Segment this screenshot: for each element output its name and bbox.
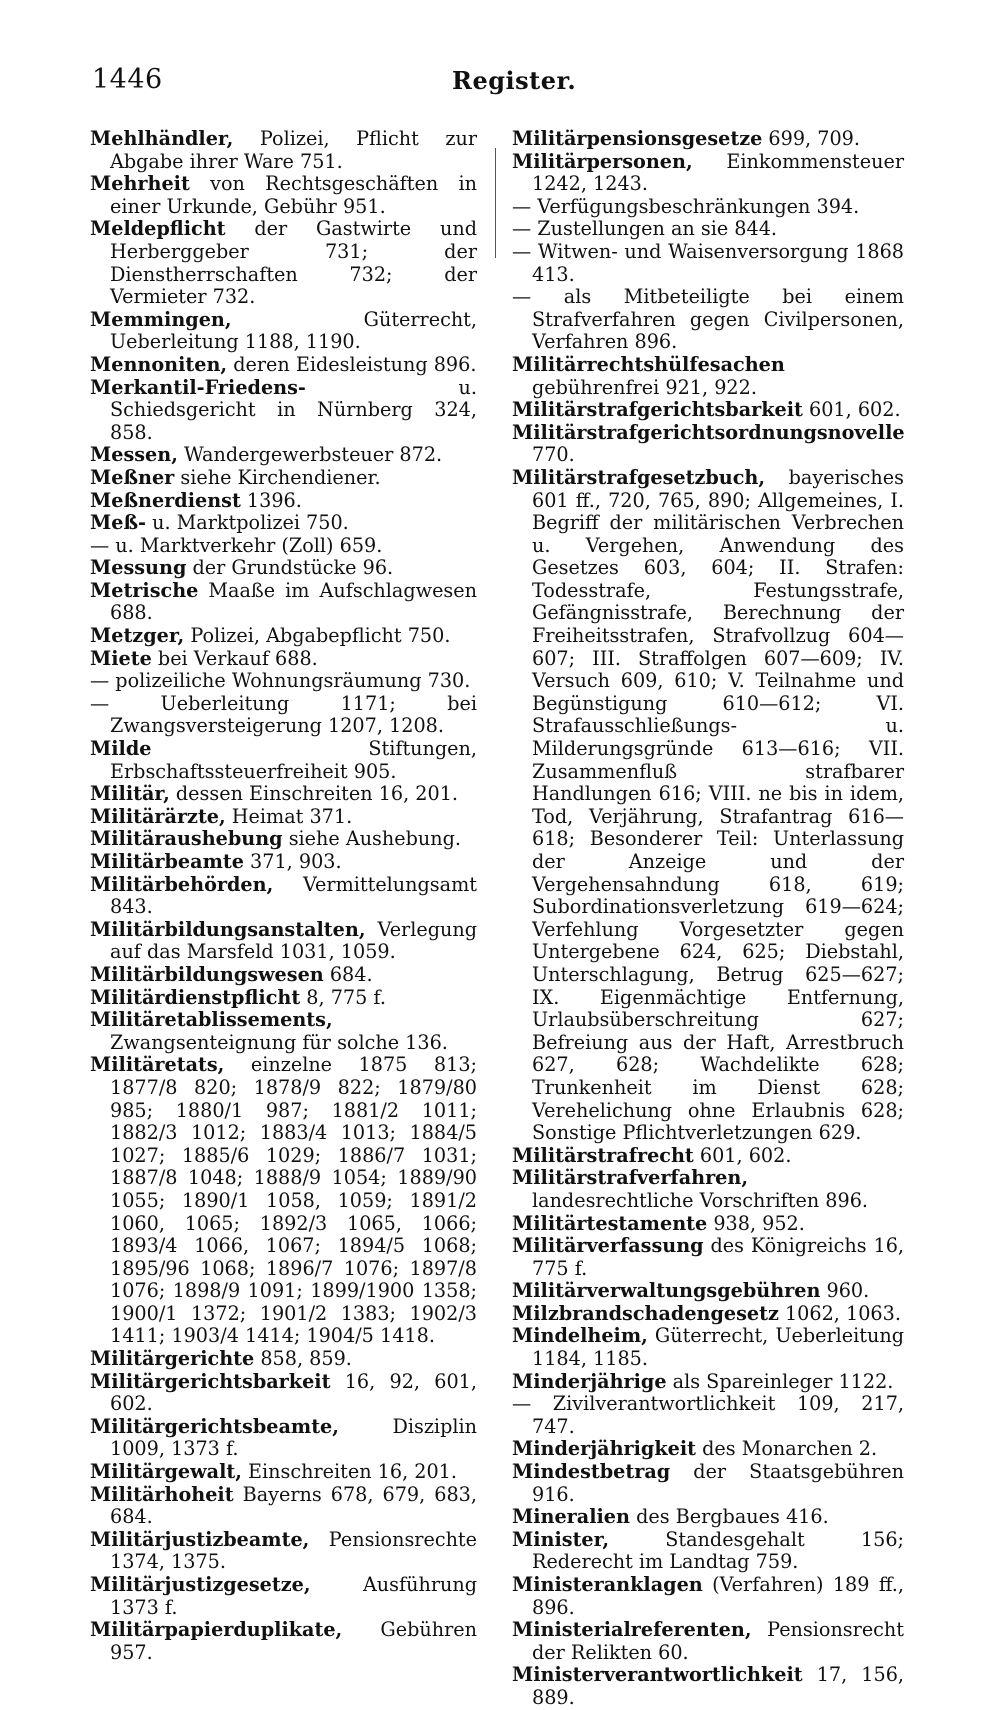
- entry-text: dessen Einschreiten 16, 201.: [169, 782, 459, 806]
- entry-text: 601, 602.: [802, 398, 901, 422]
- entry-text: — Ueberleitung 1171; bei Zwangsversteigerung 1207, 1208.: [90, 691, 477, 738]
- entry-text: 17, 156, 889.: [532, 1663, 904, 1709]
- index-entry: [512, 1664, 904, 1709]
- entry-text: als Spareinleger 1122.: [666, 1369, 894, 1393]
- entry-headword: Metrische: [90, 578, 199, 602]
- entry-headword: Mindelheim,: [512, 1324, 648, 1348]
- entry-text: deren Eidesleistung 896.: [227, 352, 477, 376]
- entry-headword: Messen,: [90, 443, 178, 467]
- entry-headword: Milzbrandschadengesetz: [512, 1301, 779, 1325]
- index-entry: [512, 1506, 904, 1529]
- entry-headword: Merkantil-Friedens-: [90, 375, 306, 399]
- entry-text: Heimat 371.: [225, 804, 353, 828]
- entry-text: bayerisches 601 ff., 720, 765, 890; Allgemeines, I. Begriff der militärischen Verbrechen u. Vergehen, Anwendung des Gesetzes 603, 604; II. Strafen: Todesstrafe, Festungsstrafe, Gefängnisstrafe, Berechnung der Freiheitsstrafen, Strafvollzug 604—607; III. Straffolgen 607—609; IV. Versuch 609, 610; V. Teilnahme und Begünstigung 610—612; VI. Strafausschließungs- u. Milderungsgründe 613—616; VII. Zusammenfluß strafbarer Handlungen 616; VIII. ne bis in idem, Tod, Verjährung, Strafantrag 616—618; Besonderer Teil: Unterlassung der Anzeige und der Vergehensahndung 618, 619; Subordinationsverletzung 619—624; Verfehlung Vorgesetzter gegen Untergebene 624, 625; Diebstahl, Unterschlagung, Betrug 625—627; IX. Eigenmächtige Entfernung, Urlaubsüberschreitung 627; Befreiung aus der Haft, Arrestbruch 627, 628; Wachdelikte 628; Trunkenheit im Dienst 628; Verehelichung ohne Erlaubnis 628; Sonstige Pflichtverletzungen 629.: [532, 465, 904, 1145]
- entry-text: des Bergbaues 416.: [629, 1505, 829, 1529]
- entry-headword: Milde: [90, 737, 152, 761]
- index-entry: [90, 1348, 477, 1371]
- entry-text: Standesgehalt 156; Rederecht im Landtag 759.: [532, 1527, 904, 1574]
- entry-text: (Verfahren) 189 ff., 896.: [532, 1573, 904, 1619]
- entry-headword: Militär,: [90, 782, 170, 806]
- index-entry: [90, 806, 477, 829]
- entry-headword: Messung: [90, 556, 187, 580]
- index-entry: [512, 1280, 904, 1303]
- entry-text: des Königreichs 16, 775 f.: [532, 1234, 904, 1280]
- entry-text: — Zivilverantwortlichkeit 109, 217, 747.: [512, 1392, 904, 1438]
- index-entry: [512, 151, 904, 196]
- index-entry: [90, 557, 477, 580]
- entry-headword: Militärstrafgerichtsordnungsnovelle: [512, 420, 905, 444]
- entry-headword: Mineralien: [512, 1505, 630, 1529]
- index-entry: [90, 1461, 477, 1484]
- index-entry: [90, 467, 477, 490]
- entry-headword: Militärgerichte: [90, 1347, 255, 1371]
- entry-headword: Militärgewalt,: [90, 1460, 242, 1484]
- index-entry: [90, 1009, 477, 1054]
- entry-text: bei Verkauf 688.: [151, 646, 318, 670]
- page-number: 1446: [92, 64, 163, 95]
- index-entry: [90, 1416, 477, 1461]
- entry-headword: Militärbildungsanstalten,: [90, 917, 366, 941]
- index-entry: [90, 1529, 477, 1574]
- entry-text: 858, 859.: [254, 1347, 352, 1371]
- entry-headword: Minderjährige: [512, 1369, 667, 1393]
- index-entry: [512, 1167, 904, 1212]
- entry-text: Vermittelungsamt 843.: [110, 872, 477, 919]
- entry-text: Wandergewerbsteuer 872.: [177, 443, 443, 467]
- entry-headword: Meßnerdienst: [90, 488, 241, 512]
- entry-text: 601, 602.: [693, 1143, 792, 1167]
- entry-text: Ausführung 1373 f.: [110, 1573, 477, 1619]
- entry-text: siehe Kirchendiener.: [174, 465, 381, 489]
- index-entry: [90, 625, 477, 648]
- entry-headword: Militärbildungswesen: [90, 962, 324, 986]
- entry-text: der Grundstücke 96.: [186, 556, 394, 580]
- entry-headword: Minderjährigkeit: [512, 1437, 697, 1461]
- entry-text: der Gastwirte und Herberggeber 731; der Dienstherrschaften 732; der Vermieter 732.: [110, 217, 477, 309]
- entry-text: Disziplin 1009, 1373 f.: [110, 1414, 477, 1461]
- index-entry: [90, 851, 477, 874]
- index-entry: [90, 218, 477, 308]
- entry-text: 371, 903.: [243, 850, 342, 873]
- index-entry: [90, 738, 477, 783]
- entry-headword: Meß-: [90, 511, 146, 535]
- index-entry: [90, 874, 477, 919]
- entry-headword: Ministerverantwortlichkeit: [512, 1663, 803, 1687]
- entry-headword: Meßner: [90, 465, 175, 489]
- entry-text: Polizei, Abgabepflicht 750.: [184, 624, 451, 648]
- index-entry: [512, 1303, 904, 1326]
- index-entry: [512, 399, 904, 422]
- index-entry: [512, 241, 904, 286]
- entry-headword: Militärverwaltungsgebühren: [512, 1279, 821, 1303]
- entry-headword: Militärärzte,: [90, 804, 226, 828]
- entry-text: — Verfügungsbeschränkungen 394.: [512, 194, 860, 218]
- index-entry: [90, 1484, 477, 1529]
- entry-headword: Ministeranklagen: [512, 1573, 703, 1596]
- entry-text: Pensionsrecht der Relikten 60.: [532, 1618, 904, 1664]
- entry-headword: Militärstrafgesetzbuch,: [512, 465, 766, 489]
- entry-text: Verlegung auf das Marsfeld 1031, 1059.: [110, 917, 477, 964]
- entry-headword: Militäretablissements,: [90, 1008, 333, 1032]
- entry-text: landesrechtliche Vorschriften 896.: [532, 1188, 869, 1212]
- entry-text: Güterrecht, Ueberleitung 1184, 1185.: [532, 1324, 904, 1371]
- index-entry: [512, 286, 904, 354]
- entry-text: Einschreiten 16, 201.: [241, 1460, 457, 1484]
- index-entry: [90, 648, 477, 671]
- index-entry: [90, 1574, 477, 1619]
- entry-headword: Militärpersonen,: [512, 149, 693, 173]
- entry-text: Einkommensteuer 1242, 1243.: [532, 149, 904, 196]
- entry-text: u. Marktpolizei 750.: [146, 511, 349, 535]
- entry-headword: Mennoniten,: [90, 352, 228, 376]
- entry-headword: Militäretats,: [90, 1053, 225, 1077]
- entry-text: einzelne 1875 813; 1877/8 820; 1878/9 822; 1879/80 985; 1880/1 987; 1881/2 1011; 1882/3 1012; 1883/4 1013; 1884/5 1027; 1885/6 1029; 1886/7 1031; 1887/8 1048; 1888/9 1054; 1889/90 1055; 1890/1 1058, 1059; 1891/2 1060, 1065; 1892/3 1065, 1066; 1893/4 1066, 1067; 1894/5 1068; 1895/96 1068; 1896/7 1076; 1897/8 1076; 1898/9 1091; 1899/1900 1358; 1900/1 1372; 1901/2 1383; 1902/3 1411; 1903/4 1414; 1904/5 1418.: [110, 1053, 477, 1348]
- entry-headword: Mehlhändler,: [90, 127, 234, 150]
- index-entry: [90, 128, 477, 173]
- entry-text: 16, 92, 601, 602.: [110, 1369, 477, 1416]
- index-entry: [512, 1574, 904, 1619]
- index-entry: [512, 1213, 904, 1236]
- entry-headword: Militärtestamente: [512, 1211, 708, 1235]
- index-entry: [90, 828, 477, 851]
- index-entry: [90, 919, 477, 964]
- entry-text: der Staatsgebühren 916.: [532, 1460, 904, 1506]
- index-entry: [90, 377, 477, 445]
- entry-headword: Militärstrafgerichtsbarkeit: [512, 398, 803, 422]
- entry-text: Bayerns 678, 679, 683, 684.: [110, 1482, 477, 1529]
- index-entry: [512, 1235, 904, 1280]
- left-column: [90, 128, 477, 1664]
- index-entry: [512, 1529, 904, 1574]
- entry-headword: Militärrechtshülfesachen: [512, 352, 785, 376]
- index-entry: [512, 1619, 904, 1664]
- entry-text: Zwangsenteignung für solche 136.: [110, 1030, 448, 1054]
- entry-headword: Militärverfassung: [512, 1234, 704, 1258]
- index-entry: [90, 580, 477, 625]
- index-entry: [512, 128, 904, 151]
- entry-text: 699, 709.: [762, 127, 860, 150]
- entry-text: 684.: [323, 962, 373, 986]
- page-header: [0, 56, 1000, 106]
- entry-text: des Monarchen 2.: [696, 1437, 878, 1461]
- entry-text: — Witwen- und Waisenversorgung 1868 413.: [512, 239, 904, 286]
- entry-headword: Militärdienstpflicht: [90, 985, 301, 1009]
- entry-text: gebührenfrei 921, 922.: [532, 375, 757, 399]
- entry-headword: Mehrheit: [90, 172, 190, 196]
- index-entry: [512, 196, 904, 219]
- index-entry: [512, 354, 904, 399]
- index-entry: [90, 670, 477, 693]
- index-entry: [512, 422, 904, 467]
- entry-headword: Militärjustizbeamte,: [90, 1527, 310, 1551]
- entry-text: Maaße im Aufschlagwesen 688.: [110, 578, 477, 625]
- entry-text: 960.: [820, 1279, 870, 1303]
- entry-text: Stiftungen, Erbschaftssteuerfreiheit 905.: [110, 737, 477, 783]
- running-title: Register.: [452, 66, 577, 95]
- entry-text: Pensionsrechte 1374, 1375.: [110, 1527, 477, 1574]
- entry-text: von Rechtsgeschäften in einer Urkunde, Gebühr 951.: [110, 172, 477, 218]
- index-entry: [90, 309, 477, 354]
- entry-headword: Militärbeamte: [90, 850, 244, 873]
- entry-headword: Militärpapierduplikate,: [90, 1618, 343, 1642]
- entry-headword: Militärgerichtsbarkeit: [90, 1369, 331, 1393]
- entry-headword: Miete: [90, 646, 152, 670]
- entry-text: 938, 952.: [707, 1211, 805, 1235]
- entry-text: 8, 775 f.: [300, 985, 386, 1009]
- index-entry: [512, 1325, 904, 1370]
- index-entry: [512, 1393, 904, 1438]
- entry-text: 1062, 1063.: [778, 1301, 901, 1325]
- entry-headword: Militärhoheit: [90, 1482, 234, 1506]
- entry-text: Polizei, Pflicht zur Abgabe ihrer Ware 751.: [110, 127, 477, 173]
- entry-headword: Militäraushebung: [90, 827, 283, 851]
- index-entry: [90, 173, 477, 218]
- entry-text: — polizeiliche Wohnungsräumung 730.: [90, 669, 471, 693]
- entry-text: siehe Aushebung.: [282, 827, 461, 851]
- entry-headword: Militärgerichtsbeamte,: [90, 1414, 339, 1438]
- index-entry: [90, 444, 477, 467]
- entry-headword: Ministerialreferenten,: [512, 1618, 752, 1642]
- entry-headword: Militärstrafverfahren,: [512, 1166, 749, 1190]
- entry-headword: Meldepflicht: [90, 217, 226, 241]
- entry-headword: Militärjustizgesetze,: [90, 1573, 311, 1596]
- entry-text: Güterrecht, Ueberleitung 1188, 1190.: [110, 307, 477, 354]
- entry-text: — u. Marktverkehr (Zoll) 659.: [90, 533, 383, 557]
- entry-text: — als Mitbeteiligte bei einem Strafverfahren gegen Civilpersonen, Verfahren 896.: [512, 285, 904, 354]
- index-entry: [512, 1371, 904, 1394]
- entry-headword: Militärbehörden,: [90, 872, 274, 896]
- index-entry: [90, 987, 477, 1010]
- index-entry: [90, 693, 477, 738]
- entry-headword: Metzger,: [90, 624, 185, 648]
- index-entry: [90, 512, 477, 535]
- index-entry: [90, 1619, 477, 1664]
- index-entry: [512, 1461, 904, 1506]
- index-entry: [90, 1054, 477, 1348]
- index-entry: [512, 218, 904, 241]
- index-entry: [90, 964, 477, 987]
- index-entry: [90, 354, 477, 377]
- entry-text: Gebühren 957.: [110, 1618, 477, 1664]
- entry-text: 770.: [532, 443, 575, 467]
- right-column: [512, 128, 904, 1710]
- entry-headword: Militärpensionsgesetze: [512, 127, 763, 150]
- index-entry: [90, 535, 477, 558]
- index-entry: [90, 490, 477, 513]
- index-entry: [512, 467, 904, 1145]
- index-entry: [90, 783, 477, 806]
- entry-text: u. Schiedsgericht in Nürnberg 324, 858.: [110, 375, 477, 444]
- entry-headword: Minister,: [512, 1527, 610, 1551]
- column-divider: [495, 148, 496, 258]
- entry-text: 1396.: [240, 488, 302, 512]
- entry-headword: Militärstrafrecht: [512, 1143, 694, 1167]
- index-entry: [512, 1438, 904, 1461]
- index-entry: [90, 1371, 477, 1416]
- entry-headword: Mindestbetrag: [512, 1460, 671, 1484]
- index-entry: [512, 1145, 904, 1168]
- entry-headword: Memmingen,: [90, 307, 232, 331]
- entry-text: — Zustellungen an sie 844.: [512, 217, 778, 241]
